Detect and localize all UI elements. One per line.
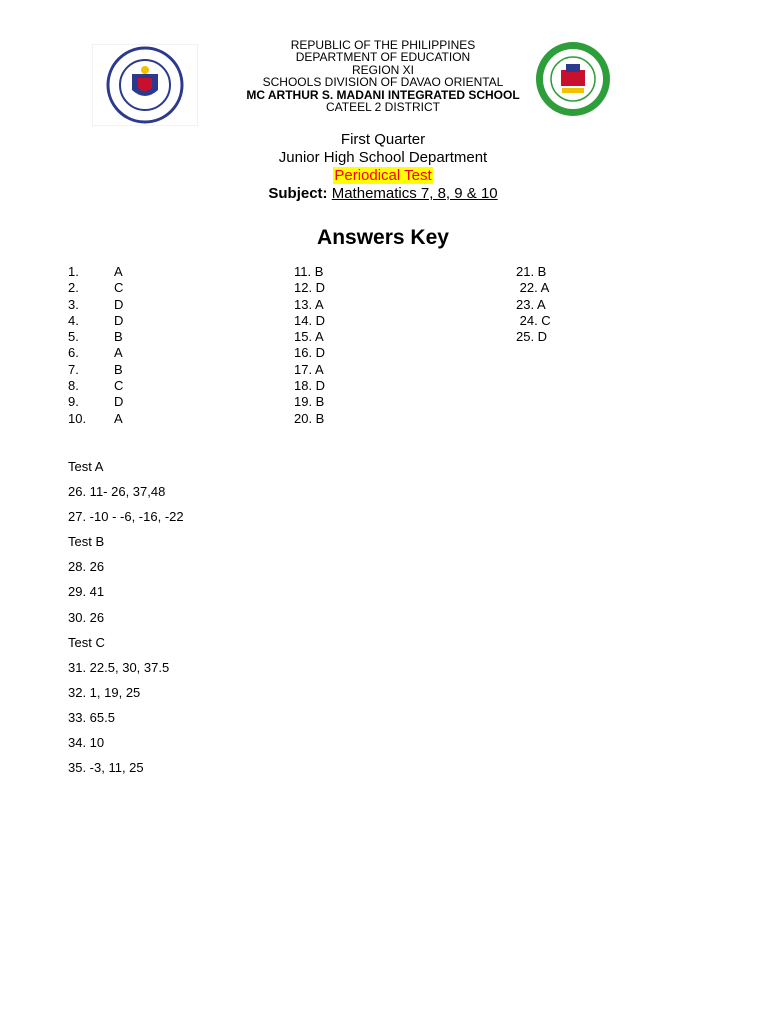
exam-titles bbox=[200, 131, 566, 203]
test-answers-section bbox=[68, 458, 184, 784]
subject-line bbox=[200, 185, 566, 203]
answer-row bbox=[68, 411, 123, 427]
item-number: 6. bbox=[68, 345, 79, 361]
item-answer: D bbox=[114, 312, 124, 328]
item-answer: B bbox=[114, 329, 123, 345]
item-number: 4. bbox=[68, 312, 79, 328]
answer-row: 24. C bbox=[516, 312, 551, 328]
answer-row bbox=[68, 280, 123, 296]
item-answer: A bbox=[114, 410, 123, 426]
item-answer: A bbox=[114, 264, 123, 279]
header-school-name: MC ARTHUR S. MADANI INTEGRATED SCHOOL bbox=[246, 87, 520, 102]
test-answer-line: 27. -10 - -6, -16, -22 bbox=[68, 509, 184, 525]
header-department: DEPARTMENT OF EDUCATION bbox=[295, 50, 471, 65]
test-answer-line: 34. 10 bbox=[68, 735, 105, 751]
test-b-heading: Test B bbox=[68, 534, 105, 550]
item-answer: C bbox=[114, 378, 124, 394]
test-answer-line: 32. 1, 19, 25 bbox=[68, 684, 141, 700]
deped-seal-logo bbox=[92, 44, 198, 126]
header-division: SCHOOLS DIVISION OF DAVAO ORIENTAL bbox=[262, 75, 504, 90]
answer-row: 21. B bbox=[516, 264, 547, 279]
answer-row: 19. B bbox=[294, 394, 325, 410]
item-answer: D bbox=[114, 394, 124, 410]
answers-column-3 bbox=[516, 264, 551, 345]
department-title: Junior High School Department bbox=[278, 149, 488, 166]
answers-column-2 bbox=[294, 264, 325, 427]
test-a-heading: Test A bbox=[68, 459, 104, 474]
item-number: 1. bbox=[68, 264, 79, 279]
answer-row: 22. A bbox=[516, 280, 550, 296]
item-number: 3. bbox=[68, 296, 79, 312]
test-answer-line: 35. -3, 11, 25 bbox=[68, 760, 144, 776]
item-number: 9. bbox=[68, 394, 79, 410]
answers-column-1 bbox=[68, 264, 123, 427]
answer-row: 14. D bbox=[294, 312, 326, 328]
answers-key-heading: Answers Key bbox=[317, 226, 449, 249]
item-answer: B bbox=[114, 361, 123, 377]
answer-row: 13. A bbox=[294, 296, 324, 312]
test-answer-line: 30. 26 bbox=[68, 609, 105, 625]
item-answer: D bbox=[114, 296, 124, 312]
answer-row bbox=[68, 297, 123, 313]
item-number: 5. bbox=[68, 329, 79, 345]
answer-row bbox=[68, 378, 123, 394]
test-answer-line: 26. 11- 26, 37,48 bbox=[68, 484, 166, 500]
answer-row: 16. D bbox=[294, 345, 326, 361]
test-answer-line: 31. 22.5, 30, 37.5 bbox=[68, 659, 170, 675]
item-answer: C bbox=[114, 280, 124, 296]
answer-row bbox=[68, 345, 123, 361]
answer-row: 20. B bbox=[294, 410, 325, 426]
item-number: 7. bbox=[68, 361, 79, 377]
subject-label: Subject: bbox=[268, 185, 328, 202]
header-republic: REPUBLIC OF THE PHILIPPINES bbox=[290, 38, 476, 52]
quarter-title: First Quarter bbox=[340, 131, 426, 148]
test-type-title: Periodical Test bbox=[334, 167, 432, 184]
answer-row bbox=[68, 264, 123, 280]
answer-row: 23. A bbox=[516, 296, 546, 312]
answer-row: 17. A bbox=[294, 361, 324, 377]
item-answer: A bbox=[114, 345, 123, 361]
subject-value: Mathematics 7, 8, 9 & 10 bbox=[331, 185, 498, 202]
answer-row: 18. D bbox=[294, 378, 326, 394]
answer-row: 15. A bbox=[294, 329, 324, 345]
answer-row: 11. B bbox=[294, 264, 324, 279]
test-c-heading: Test C bbox=[68, 634, 105, 650]
school-header bbox=[200, 39, 566, 113]
item-number: 10. bbox=[68, 410, 87, 426]
test-answer-line: 28. 26 bbox=[68, 559, 105, 575]
item-number: 8. bbox=[68, 378, 79, 394]
test-answer-line: 33. 65.5 bbox=[68, 709, 115, 725]
answer-row bbox=[68, 394, 123, 410]
test-answer-line: 29. 41 bbox=[68, 584, 105, 600]
answer-row: 12. D bbox=[294, 280, 326, 296]
header-region: REGION XI bbox=[351, 62, 414, 77]
item-number: 2. bbox=[68, 280, 79, 296]
answer-row bbox=[68, 362, 123, 378]
answer-row bbox=[68, 329, 123, 345]
header-district: CATEEL 2 DISTRICT bbox=[325, 100, 441, 115]
answer-row bbox=[68, 313, 123, 329]
answer-row: 25. D bbox=[516, 329, 548, 345]
